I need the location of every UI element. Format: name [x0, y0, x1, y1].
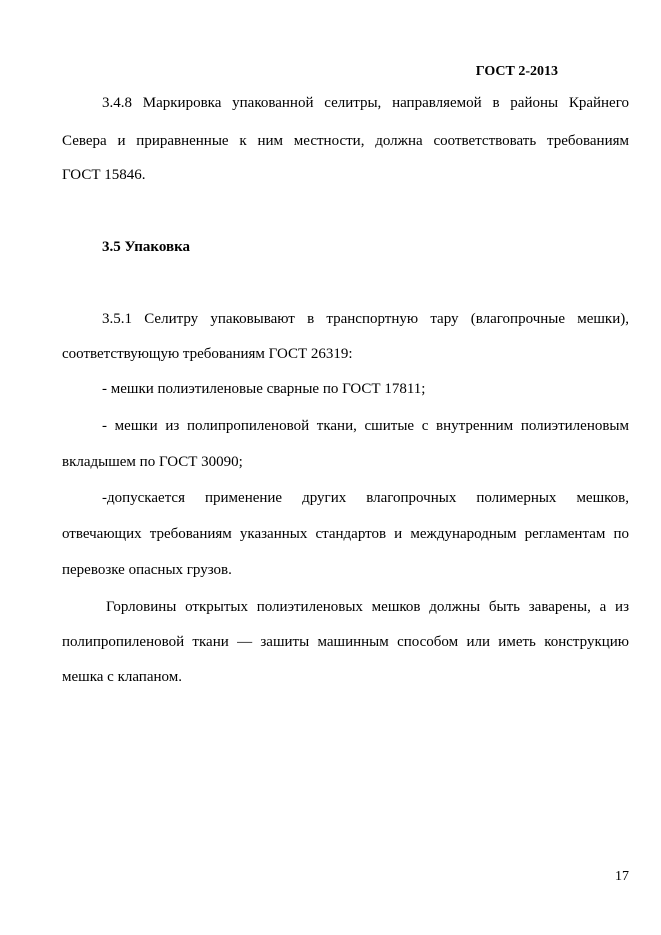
paragraph-line: 3.5.1 Селитру упаковывают в транспортную тару (влагопрочные мешки), — [102, 311, 629, 327]
list-item-continuation: вкладышем по ГОСТ 30090; — [62, 454, 243, 470]
list-item: - мешки полиэтиленовые сварные по ГОСТ 17811; — [102, 381, 426, 397]
paragraph-line: полипропиленовой ткани — зашиты машинным способом или иметь конструкцию — [62, 634, 629, 650]
page-header: ГОСТ 2-2013 — [475, 64, 558, 79]
section-heading: 3.5 Упаковка — [102, 239, 191, 255]
list-item: -допускается применение других влагопрочных полимерных мешков, — [102, 490, 629, 506]
paragraph-line: 3.4.8 Маркировка упакованной селитры, направляемой в районы Крайнего — [102, 95, 629, 111]
list-item: - мешки из полипропиленовой ткани, сшитые с внутренним полиэтиленовым — [102, 418, 629, 434]
list-item-continuation: перевозке опасных грузов. — [62, 562, 232, 578]
page-number: 17 — [615, 869, 629, 884]
paragraph-line: мешка с клапаном. — [62, 669, 182, 685]
paragraph-line: Горловины открытых полиэтиленовых мешков должны быть заварены, а из — [106, 599, 629, 615]
paragraph-line: соответствующую требованиям ГОСТ 26319: — [62, 346, 353, 362]
paragraph-line: Севера и приравненные к ним местности, должна соответствовать требованиям — [62, 133, 629, 149]
list-item-continuation: отвечающих требованиям указанных стандартов и международным регламентам по — [62, 526, 629, 542]
paragraph-line: ГОСТ 15846. — [62, 167, 146, 183]
